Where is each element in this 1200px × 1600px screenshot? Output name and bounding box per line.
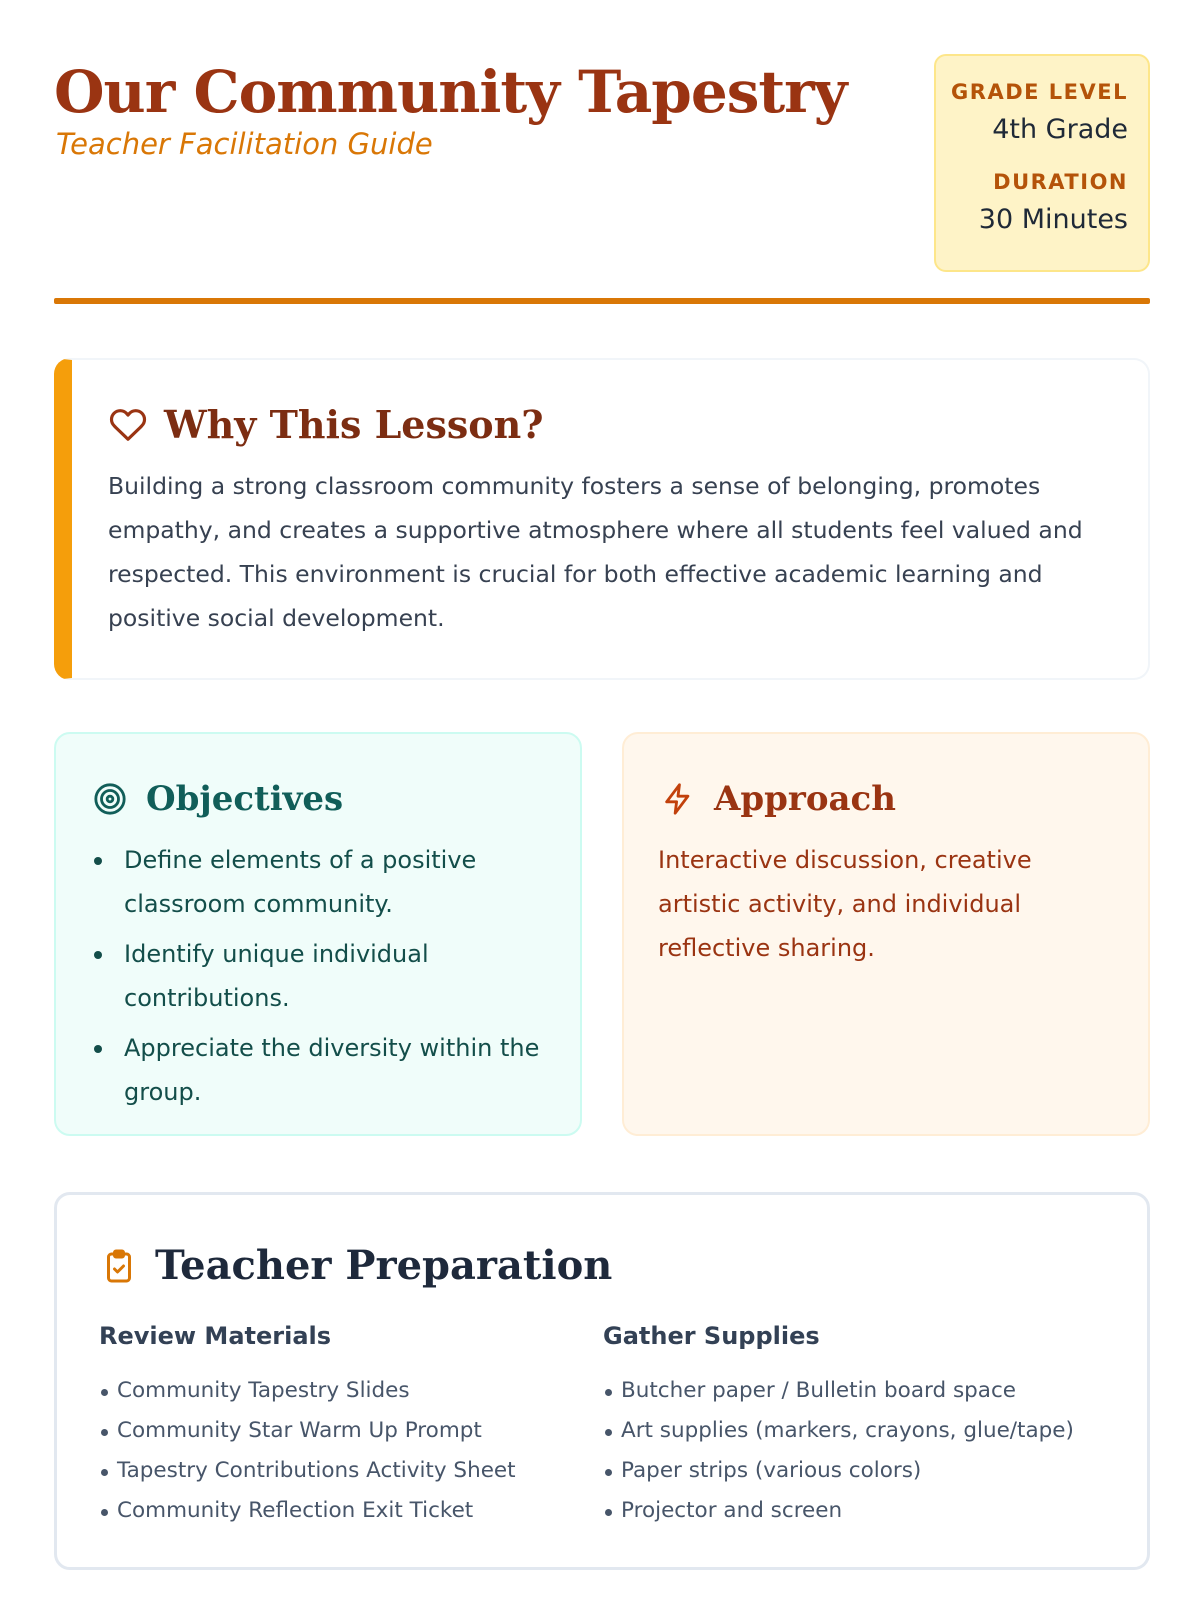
list-item: Appreciate the diversity within the group. <box>90 1026 546 1114</box>
objectives-heading <box>90 774 546 824</box>
preparation-heading-text: Teacher Preparation <box>155 1242 613 1289</box>
list-item: Community Star Warm Up Prompt <box>99 1411 603 1451</box>
why-heading <box>108 400 1108 450</box>
list-item: Projector and screen <box>603 1491 1107 1531</box>
why-heading-text: Why This Lesson? <box>164 402 544 447</box>
header-divider <box>54 298 1150 304</box>
grade-level-value: 4th Grade <box>992 114 1128 145</box>
lesson-guide-page <box>54 0 1150 1600</box>
list-item: Butcher paper / Bulletin board space <box>603 1371 1107 1411</box>
lesson-meta-box <box>934 54 1150 272</box>
duration-label: DURATION <box>993 170 1128 194</box>
review-materials-column <box>99 1319 603 1531</box>
lightning-icon <box>658 779 698 819</box>
list-item: Tapestry Contributions Activity Sheet <box>99 1451 603 1491</box>
header <box>54 54 1150 274</box>
page-title: Our Community Tapestry <box>54 58 847 126</box>
approach-card <box>622 732 1150 1136</box>
gather-supplies-column <box>603 1319 1107 1531</box>
list-item: Identify unique individual contributions. <box>90 932 546 1020</box>
target-icon <box>90 779 130 819</box>
approach-heading-text: Approach <box>714 779 896 819</box>
list-item: Community Reflection Exit Ticket <box>99 1491 603 1531</box>
gather-supplies-heading: Gather Supplies <box>603 1322 820 1350</box>
duration-value: 30 Minutes <box>978 204 1128 235</box>
why-this-lesson-card <box>54 358 1150 680</box>
list-item: Community Tapestry Slides <box>99 1371 603 1411</box>
list-item: Art supplies (markers, crayons, glue/tape) <box>603 1411 1107 1451</box>
preparation-heading <box>99 1241 1107 1291</box>
page-subtitle: Teacher Facilitation Guide <box>56 127 433 161</box>
objectives-heading-text: Objectives <box>146 779 344 819</box>
preparation-columns <box>99 1319 1107 1531</box>
objectives-list <box>90 838 546 1114</box>
teacher-preparation-card <box>54 1192 1150 1570</box>
clipboard-check-icon <box>99 1246 139 1286</box>
why-body: Building a strong classroom community fosters a sense of belonging, promotes empathy, and creates a supportive atmosphere where all students feel valued and respected. This environment is crucial for both effective academic learning and positive social development. <box>108 472 1083 632</box>
gather-supplies-list <box>603 1371 1107 1531</box>
review-materials-heading: Review Materials <box>99 1322 332 1350</box>
review-materials-list <box>99 1371 603 1531</box>
list-item: Paper strips (various colors) <box>603 1451 1107 1491</box>
list-item: Define elements of a positive classroom community. <box>90 838 546 926</box>
grade-level-label: GRADE LEVEL <box>951 80 1128 104</box>
heart-icon <box>108 405 148 445</box>
approach-body: Interactive discussion, creative artistic activity, and individual reflective sharing. <box>658 846 1032 962</box>
objectives-card <box>54 732 582 1136</box>
approach-heading <box>658 774 1114 824</box>
